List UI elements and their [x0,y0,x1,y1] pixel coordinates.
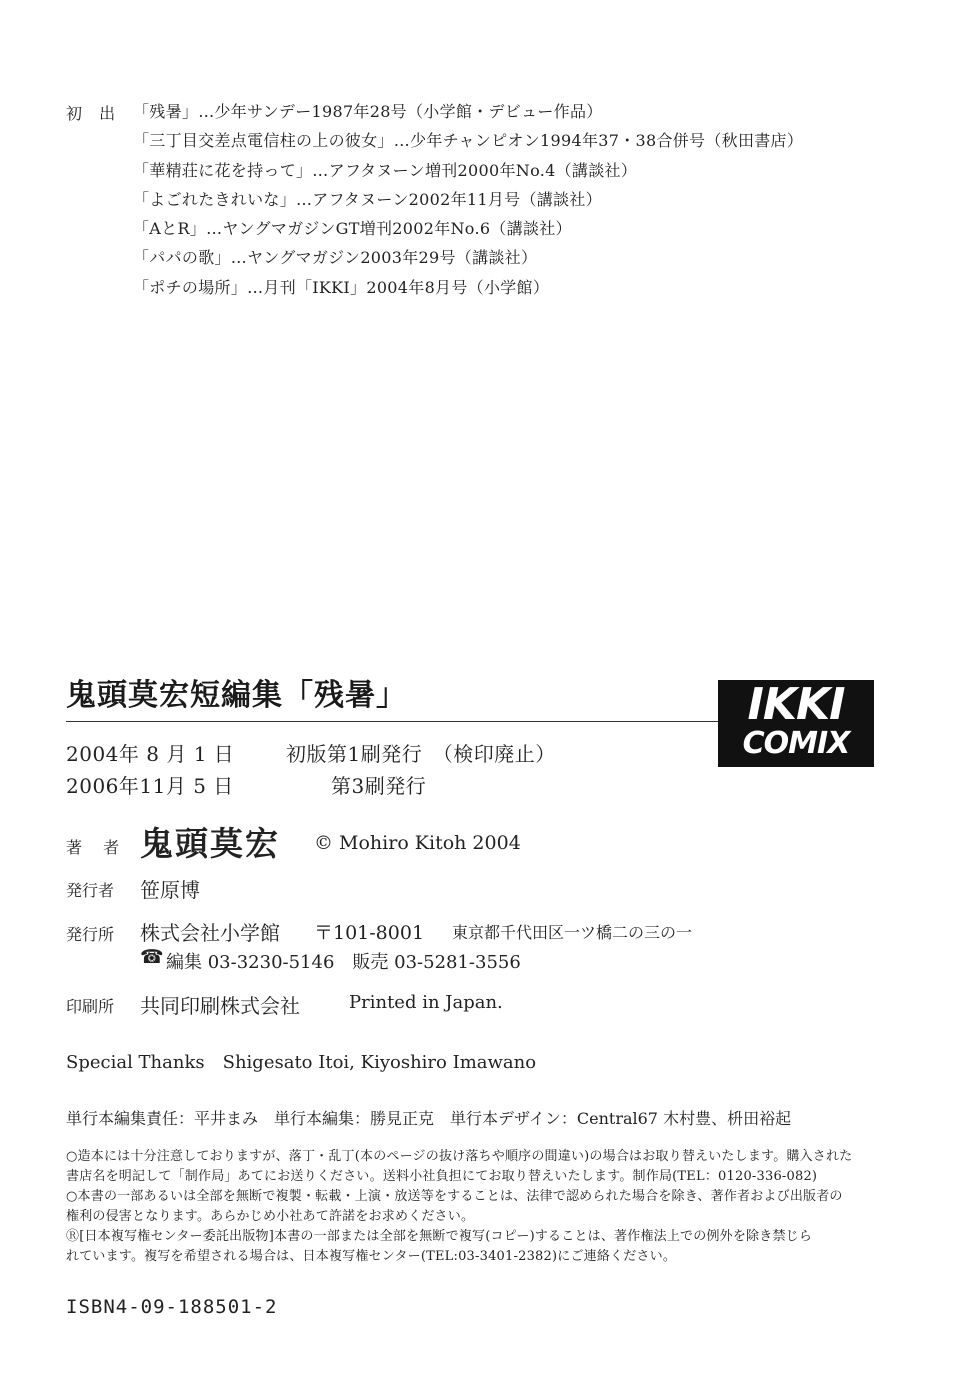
publisher-label: 発行所 [66,925,115,944]
notice-line: 書店名を明記して「制作局」あてにお送りください。送料小社負担にてお取り替えいたします。制作局(TEL：0120-336-082) [66,1169,818,1184]
notice-line: ○造本には十分注意しておりますが、落丁・乱丁(本のページの抜け落ちや順序の間違い)の場合はお取り替えいたします。購入された [66,1149,853,1164]
phone-icon: ☎ [140,946,164,968]
logo-line-1: IKKI [747,679,845,730]
edition1-text: 初版第1刷発行 （検印廃止） [286,742,556,766]
special-thanks: Special Thanks Shigesato Itoi, Kiyoshiro Imawano [66,1052,537,1073]
publisher-person-label: 発行者 [66,881,115,900]
first-appearance-label: 初 出 [66,104,122,123]
author-label: 著 者 [66,838,128,857]
phone-numbers: 編集 03-3230-5146 販売 03-5281-3556 [166,952,521,973]
notices [66,1147,852,1267]
postal-code: 〒101-8001 [314,922,425,944]
notice-line: Ⓡ[日本複写権センター委託出版物]本書の一部または全部を無断で複写(コピー)することは、著作権法上での例外を除き禁じら [66,1229,813,1244]
publisher-person: 笹原博 [140,878,200,902]
notice-line: ○本書の一部あるいは全部を無断で複製・転載・上演・放送等をすることは、法律で認められた場合を除き、著作者および出版者の [66,1189,843,1204]
list-item: 「三丁目交差点電信柱の上の彼女」…少年チャンピオン1994年37・38合併号（秋田書店） [133,131,804,151]
list-item: 「パパの歌」…ヤングマガジン2003年29号（講談社） [133,248,538,268]
notice-line: 権利の侵害となります。あらかじめ小社あて許諾をお求めください。 [66,1209,475,1224]
logo-line-2: COMIX [742,726,850,761]
publisher-name: 株式会社小学館 [140,921,280,945]
first-appearance-list [133,101,803,306]
edition3-text: 第3刷発行 [331,774,427,798]
list-item: 「残暑」…少年サンデー1987年28号（小学館・デビュー作品） [133,102,603,121]
printer-name: 共同印刷株式会社 [140,994,300,1018]
list-item: 「華精荘に花を持って」…アフタヌーン増刊2000年No.4（講談社） [133,160,638,180]
address: 東京都千代田区一ツ橋二の三の一 [452,923,693,942]
book-title: 鬼頭莫宏短編集「残暑」 [66,678,407,713]
copyright: © Mohiro Kitoh 2004 [314,832,521,854]
isbn: ISBN4-09-188501-2 [66,1296,278,1318]
printer-label: 印刷所 [66,997,115,1016]
list-item: 「ポチの場所」…月刊「IKKI」2004年8月号（小学館） [133,277,550,297]
author-name: 鬼頭莫宏 [140,824,280,863]
staff-credits: 単行本編集責任：平井まみ 単行本編集：勝見正克 単行本デザイン：Central67 木村豊、枡田裕起 [66,1109,792,1128]
ikki-comix-logo [718,680,874,767]
list-item: 「AとR」…ヤングマガジンGT増刊2002年No.6（講談社） [133,219,572,239]
edition1-date: 2004年 8 月 1 日 [66,742,235,766]
title-divider [66,721,721,722]
edition3-date: 2006年11月 5 日 [66,774,234,798]
list-item: 「よごれたきれいな」…アフタヌーン2002年11月号（講談社） [133,189,602,209]
notice-line: れています。複写を希望される場合は、日本複写権センター(TEL:03-3401-2382)にご連絡ください。 [66,1249,677,1264]
printed-in: Printed in Japan. [349,992,503,1013]
